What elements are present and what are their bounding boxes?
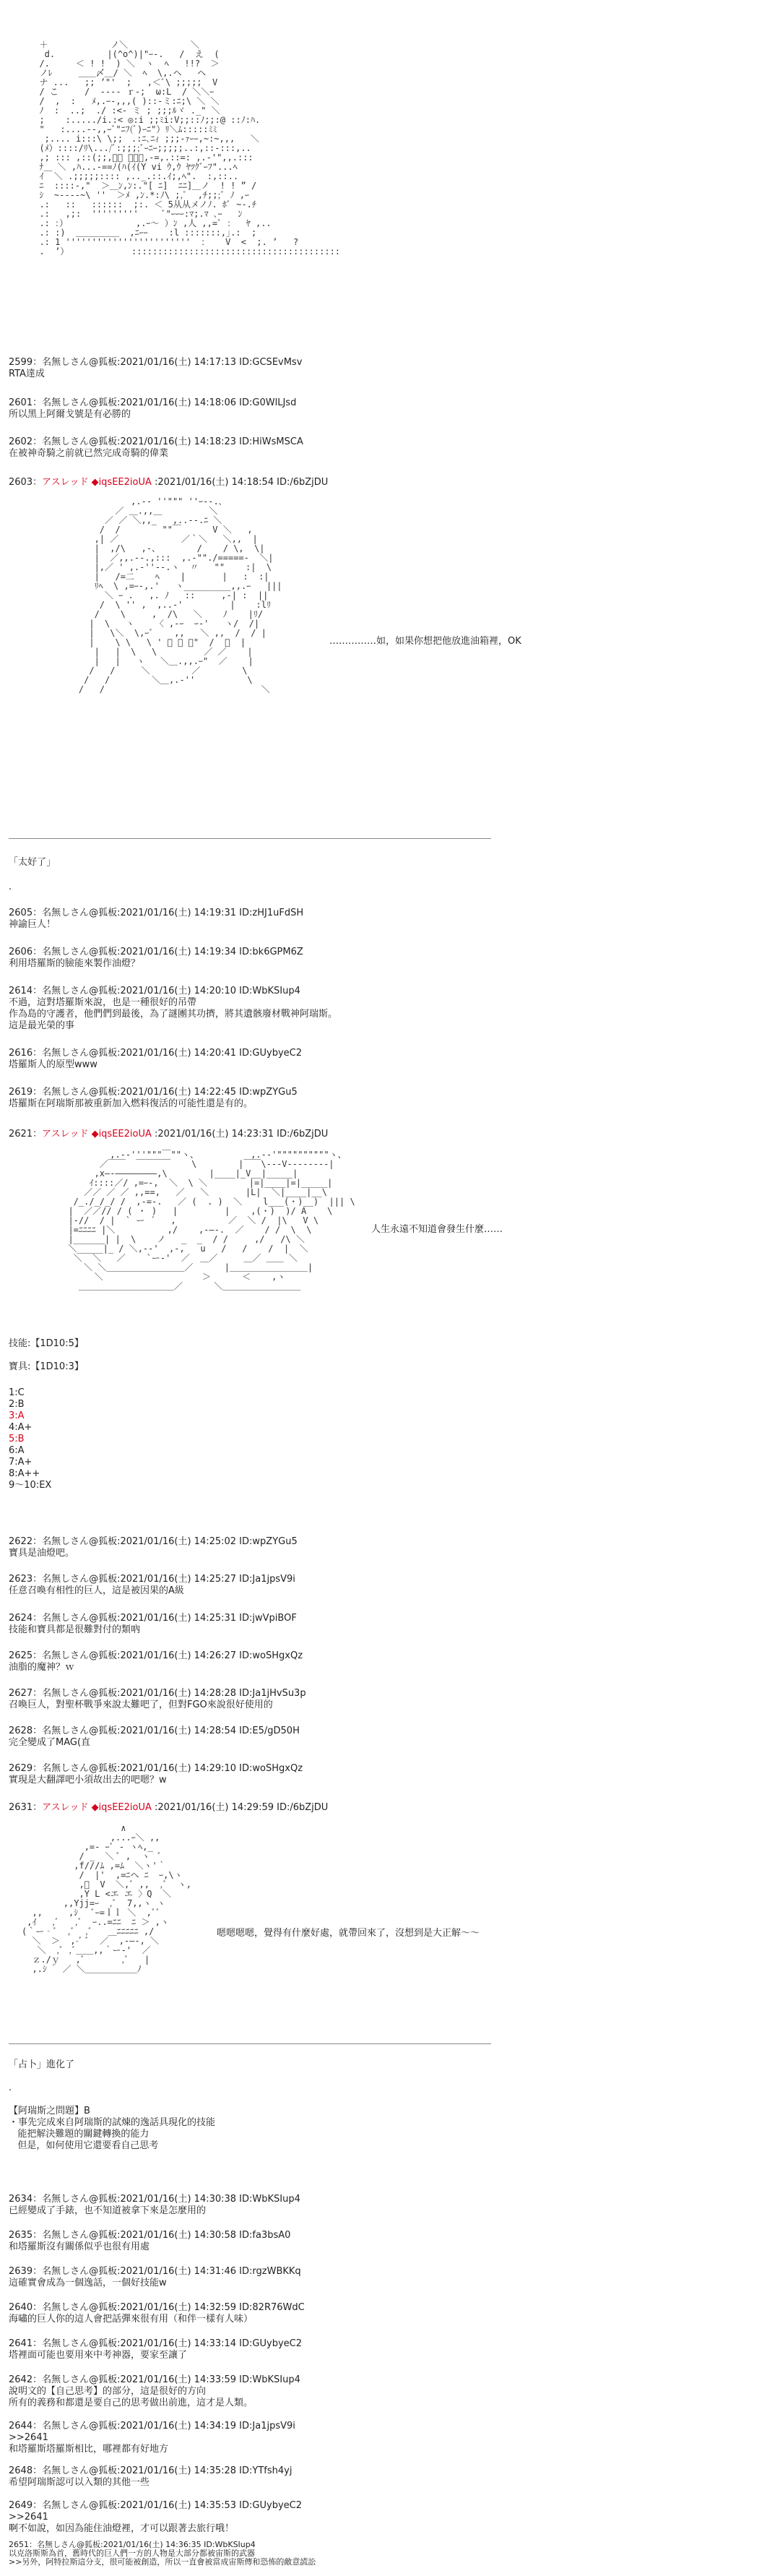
rank-row: 1:C — [9, 1387, 25, 1398]
quote-line: 「太好了」 — [9, 857, 56, 868]
post-body: 利用塔羅斯的臉能來製作油燈？ — [9, 958, 141, 969]
info-line: 但是，如何使用它還要看自己思考 — [9, 2140, 159, 2151]
post-meta: :2021/01/16(土) 14:29:59 ID:/6bZjDU — [151, 1802, 329, 1813]
post-2640 — [9, 2302, 305, 2325]
post-2649 — [9, 2500, 302, 2535]
post-line: >>另外，阿特拉斯這分支，很可能被創造，所以一直會被當成宙斯傳和恐怖的敵意謊訟 — [9, 2557, 316, 2567]
post-body: 希望阿瑞斯認可以入類的其他一些 — [9, 2477, 150, 2488]
post-header: 2635：名無しさん@狐板:2021/01/16(土) 14:30:58 ID:fa3bsA0 — [9, 2230, 291, 2241]
post-2614 — [9, 986, 337, 1032]
post-header: 2634：名無しさん@狐板:2021/01/16(土) 14:30:38 ID:WbKSIup4 — [9, 2194, 300, 2205]
post-body: 完全變成了MAG(直 — [9, 1737, 91, 1748]
post-number: 2603： — [9, 477, 43, 488]
post-line: >>2641 — [9, 2512, 48, 2523]
post-header: 2623：名無しさん@狐板:2021/01/16(土) 14:25:27 ID:Ja1jpsV9i — [9, 1574, 295, 1585]
post-2635 — [9, 2230, 290, 2253]
post-2616 — [9, 1048, 302, 1071]
post-body: 實現是大翻譯吧小須故出去的吧嗯？w — [9, 1775, 167, 1785]
post-2601 — [9, 397, 296, 421]
rank-row: 8:A++ — [9, 1468, 40, 1479]
post-2641 — [9, 2338, 302, 2361]
post-line: 所有的義務和都還是要自己的思考做出前進，這才是人類。 — [9, 2398, 254, 2408]
post-2627 — [9, 1688, 306, 1711]
post-2624 — [9, 1613, 297, 1636]
post-2628 — [9, 1726, 300, 1749]
rank-row: 5:B — [9, 1434, 25, 1444]
rank-row: 2:B — [9, 1399, 25, 1410]
post-header: 2605：名無しさん@狐板:2021/01/16(土) 14:19:31 ID:zHJ1uFdSH — [9, 908, 304, 918]
post-header: 2616：名無しさん@狐板:2021/01/16(土) 14:20:41 ID:GUybyeC2 — [9, 1048, 302, 1059]
post-number: 2621： — [9, 1129, 43, 1140]
skill-info — [9, 2106, 215, 2152]
post-header: 2628：名無しさん@狐板:2021/01/16(土) 14:28:54 ID:E5/gD50H — [9, 1726, 300, 1736]
post-header: 2622：名無しさん@狐板:2021/01/16(土) 14:25:02 ID:wpZYGu5 — [9, 1536, 298, 1547]
post-2606 — [9, 947, 303, 970]
post-header: 2625：名無しさん@狐板:2021/01/16(土) 14:26:27 ID:woSHgxQz — [9, 1650, 303, 1661]
post-2605 — [9, 908, 303, 931]
post-body: 在被神奇騎之前就已然完成奇騎的偉業 — [9, 448, 169, 459]
post-2639 — [9, 2266, 301, 2289]
post-header: 2648：名無しさん@狐板:2021/01/16(土) 14:35:28 ID:YTfsh4yj — [9, 2465, 292, 2476]
post-line: 這是最光榮的事 — [9, 1020, 75, 1031]
post-2629 — [9, 1763, 303, 1786]
post-body: 寶具是油燈吧。 — [9, 1548, 75, 1559]
post-2642 — [9, 2374, 300, 2409]
rank-row: 7:A+ — [9, 1457, 32, 1468]
info-line: 【阿瑞斯之問題】B — [9, 2106, 90, 2116]
post-2648 — [9, 2465, 292, 2489]
post-header: 2614：名無しさん@狐板:2021/01/16(土) 14:20:10 ID:WbKSIup4 — [9, 986, 300, 996]
post-header: 2606：名無しさん@狐板:2021/01/16(土) 14:19:34 ID:bk6GPM6Z — [9, 947, 303, 957]
rank-row: 3:A — [9, 1410, 25, 1421]
post-header: 2627：名無しさん@狐板:2021/01/16(土) 14:28:28 ID:Ja1jHvSu3p — [9, 1688, 306, 1699]
post-body: 所以黑上阿爾戈號是有必勝的 — [9, 409, 131, 420]
post-2619 — [9, 1087, 298, 1110]
author-name[interactable]: アスレッド ◆iqsEE2ioUA — [42, 1802, 152, 1813]
post-header: 2649：名無しさん@狐板:2021/01/16(土) 14:35:53 ID:GUybyeC2 — [9, 2500, 302, 2511]
post-body: 塔羅斯在阿瑞斯那被重新加入燃料復活的可能性還是有的。 — [9, 1098, 254, 1109]
dialogue-2603: ……………如，如果你想把他放進油箱裡，OK — [329, 636, 521, 647]
post-line: 召喚巨人，對聖杯戰爭來說太難吧了，但對FGO來說很好使用的 — [9, 1700, 273, 1710]
rank-table — [9, 1387, 51, 1491]
post-header: 2641：名無しさん@狐板:2021/01/16(土) 14:33:14 ID:GUybyeC2 — [9, 2338, 302, 2349]
divider — [9, 838, 491, 839]
post-number: 2631： — [9, 1802, 43, 1813]
post-header: 2602：名無しさん@狐板:2021/01/16(土) 14:18:23 ID:HiWsMSCA — [9, 436, 303, 447]
post-body: 塔裡面可能也要用來中考神器，要家至讓了 — [9, 2350, 188, 2361]
post-body: 油脂的魔神？ｗ — [9, 1662, 75, 1673]
post-line: 作為島的守護者，他們們到最後，為了謎團其功擠，將其遺骸廢材戰神阿瑞斯。 — [9, 1009, 338, 1020]
post-2651 — [9, 2541, 316, 2567]
quote-line: 「占卜」進化了 — [9, 2059, 75, 2070]
post-header: 2651：名無しさん@狐板:2021/01/16(土) 14:36:35 ID:WbKSIup4 — [9, 2540, 256, 2549]
post-line: 啊不如說，如因為能住油燈裡，才可以跟著去旅行哦！ — [9, 2523, 235, 2534]
info-line: ・事先完成來自阿瑞斯的試煉的逸話具現化的技能 — [9, 2117, 216, 2128]
post-header: 2640：名無しさん@狐板:2021/01/16(土) 14:32:59 ID:82R76WdC — [9, 2302, 305, 2313]
post-2634 — [9, 2194, 300, 2217]
post-body: RTA達成 — [9, 369, 45, 379]
post-header: 2624：名無しさん@狐板:2021/01/16(土) 14:25:31 ID:jwVpiBOF — [9, 1613, 297, 1624]
post-body: 神諭巨人！ — [9, 919, 56, 930]
post-header: 2642：名無しさん@狐板:2021/01/16(土) 14:33:59 ID:WbKSIup4 — [9, 2374, 300, 2385]
post-body: 這確實會成為一個逸話，一個好技能w — [9, 2278, 167, 2288]
post-2603 — [9, 477, 328, 488]
post-line: 以克洛斯斯為首，舊時代的巨人們一方的人物是大部分都被宙斯的武器 — [9, 2549, 255, 2558]
post-meta: :2021/01/16(土) 14:23:31 ID:/6bZjDU — [151, 1129, 329, 1140]
post-line: 說明文的【自己思考】的部分，這是很好的方向 — [9, 2386, 207, 2397]
author-name[interactable]: アスレッド ◆iqsEE2ioUA — [42, 477, 152, 488]
post-line: 不過，這對塔羅斯來說，也是一種很好的吊帶 — [9, 997, 197, 1008]
post-header: 2639：名無しさん@狐板:2021/01/16(土) 14:31:46 ID:rgzWBKKq — [9, 2266, 301, 2277]
dot-separator: . — [9, 2082, 12, 2093]
divider — [9, 2043, 491, 2044]
post-body: 任意召喚有相性的巨人，這是被因果的A級 — [9, 1585, 184, 1596]
skill-roll: 技能:【1D10:5】 — [9, 1338, 84, 1349]
dot-separator: . — [9, 882, 12, 892]
post-line: 和塔羅斯塔羅斯相比，哪裡都有好地方 — [9, 2444, 169, 2455]
author-name[interactable]: アスレッド ◆iqsEE2ioUA — [42, 1129, 152, 1140]
post-body: 已經變成了手錶，也不知道被拿下來是怎麼用的 — [9, 2205, 207, 2216]
post-header: 2601：名無しさん@狐板:2021/01/16(土) 14:18:06 ID:G0WlLJsd — [9, 397, 297, 408]
dialogue-2631: 嗯嗯嗯嗯，覺得有什麼好處，就帶回來了，沒想到是大正解～～ — [217, 1928, 480, 1939]
post-body: 技能和寶具都是很難對付的類吶 — [9, 1624, 141, 1635]
rank-row: 4:A+ — [9, 1422, 32, 1433]
ascii-art-characters-staring: ,.-‐'''"""￣""ヽ、 ,.-‐'""""""""""ヽ、 ／￣￣ ￣￣￣￣ \ |￣￣\---V--------| ,x―‐――――――――,\ |____|_V__|_____| ｲ::::／/ ,=ｰ-, ＼ \ ＼ |=|____|=|_____| ／／ ／ ／ ,,==, ／ ＼ |L| ＼|____|__\ /_./_/_/ / ,-=-. ／ ( . ) ＼ l___(・)__) ||| \ | ／／// / ( ・ ) | | ,(・) )/ A \ |-// / | ` ー ´ , ／ ＼ / |\ V \ |=ﾆﾆﾆﾆ |＼ ,/ ,-―-. ／ / / \ \ |______| | \ ノ _ _ / / ,/ /\ ＼ ＼_____|_ / ＼,-‐' ,-, u / / / | ＼ ＼ ＼ ／ `ー‐' ／ ＿／ ＿／ ＿＿ ＼ ＼ ＼＿＿＿＿＿＿＿＿＿／ |＿＿＿＿＿＿＿＿＿| ＼ ＞ ＜ ,ヽ ＿＿＿＿＿＿＿＿＿＿＿／ ＼＿＿＿＿＿＿＿＿＿ — [68, 1150, 355, 1291]
post-body: 和塔羅斯沒有關係似乎也很有用處 — [9, 2241, 150, 2252]
post-2625 — [9, 1650, 303, 1673]
post-2631 — [9, 1802, 328, 1814]
post-2623 — [9, 1574, 295, 1597]
dialogue-2621: 人生永遠不知道會發生什麼…… — [371, 1224, 503, 1235]
rank-row: 9～10:EX — [9, 1480, 52, 1491]
post-2621 — [9, 1129, 328, 1140]
post-body: 海嘯的巨人你的這人會把話彈來很有用（和伴一樣有人味） — [9, 2314, 254, 2325]
rank-row: 6:A — [9, 1445, 25, 1456]
post-2599 — [9, 357, 302, 380]
post-header: 2619：名無しさん@狐板:2021/01/16(土) 14:22:45 ID:wpZYGu5 — [9, 1087, 298, 1098]
post-header: 2629：名無しさん@狐板:2021/01/16(土) 14:29:10 ID:woSHgxQz — [9, 1763, 303, 1774]
info-line: 能把解決難題的關鍵轉換的能力 — [9, 2129, 150, 2140]
post-line: >>2641 — [9, 2432, 48, 2443]
post-meta: :2021/01/16(土) 14:18:54 ID:/6bZjDU — [151, 477, 329, 488]
post-2644 — [9, 2421, 295, 2455]
post-2622 — [9, 1536, 298, 1559]
ascii-art-crowd: ＋ ノ＼ ＼ d. |(^o^)|"ｰ-. / え ( /. ＜ ! ! ) ＼ ヽ ﾍ !!? ＞ ノﾚ ＿＿〆＿/ ＼ ﾍ \,.ヘ ヘ ナ ... ;; ’"' ; ,＜ﾞ\ ;;;;; V / こ / ---- ｒ-; ω:L / ＼＼ｰ / , : ﾒ,.ｰ-,,,( )::-ミ:ﾆ;\ ＼ ＼ ﾉ : ..; ./ :<- ミ ; ;;;ﾙヾ ._" ＼ ; :...../i.:< ◎:i ;;ﾐi:V;;::ﾉ;;:@ ::ﾉ:ﾊ. " :....--,,ｰﾞ"ﾆﾌ(ﾞ)ｰﾆ"）ﾘ＼ﾑ:::::ﾐﾐ ;.... i:::\ \;; .:ﾆ､ﾆｨ ;;;-ｧｰｰ,~:~,,, ＼ (ﾒ）::::/ﾘ\.../ﾞ:;;;;ﾞｰﾆｰ;;;;;..:,::-:::,.. ,; ::: ,::(;;,ﾞﾞ ＿ﾞﾞ,-=,.::=: ,.‐'",,.::: ﾅ＿ ＼ ,ﾊ...-==ﾉ(ﾊ(ｲ(Y vi ｳ,ｳ ﾔﾂｸﾞｰﾌ"...ﾍ ｲ ＼ .;;;;;:::: ,.._.::.ｲ;,ﾍ". :,::.. ﾆ ::::-," ＞＿ﾝ,ﾝ:."[ ﾆ] ﾆﾆ]＿ノ ! ! ” / ｼ ~----~\ '' ＞ﾒ ,ﾝ.*:ﾉ\ ;,ﾟ ,ﾁ;;;ﾞ ﾉ ,ｰ .: :: :::::: ;:. ＜ 5从从メノﾉ. ﾎﾞ ~-.ﾁ .: ,;: ''''''''' ﾞ"ｰｰｰ:ﾏ;.ﾏ ､ｰ ﾝ .: ：） ,.ｰ～ ）ﾝ ,人 ,,=ﾞ ： ﾔ ,.. .: :) ＿＿＿＿＿ ,ﾆｰｰ :l :::::::,｣.: ; .: 1 '''''''''''''''''''''''' ： V < ;. ’ ? . ’） :::::::::::::::::::::::::::::::::::::::: — [39, 40, 341, 257]
post-header: 2644：名無しさん@狐板:2021/01/16(土) 14:34:19 ID:Ja1jpsV9i — [9, 2421, 295, 2431]
post-body: 塔羅斯人的原型www — [9, 1059, 98, 1070]
post-header: 2599：名無しさん@狐板:2021/01/16(土) 14:17:13 ID:GCSEvMsv — [9, 357, 303, 368]
ascii-art-character-sweating: ,.-‐ ''""" ''ｰ--.､ ／ ＿.,,＿ ＼ ／ ／ ＼,,_ ,..-‐.ﾆ ＼ / / ""￣ V ＼ , ,| ／ ／｀＼ ＼,, | | ,/\ ,-、 / / \, \| | ／,,.--.,::: ,.-""./=====- ＼| |,／ ' ,.-''--.ヽ 〃 "" :| \ | /=二 ﾍ | | : :| ﾘﾍ \ ,=ｰ-,.' ヽ_________,,.ｰ ||| ＼ ｰ . ,. ﾉ :: ,-| : || / \ '' , ,..-' | :lﾘ / \ , /\ ＼ ﾉ |ﾘ/ | \ ヽ 〈 ,-ｰ ｰ-' ヽ/ /| | \＼ \,ｰﾞ ,, ＼ ,, / / | | \ \ \ ' ﾞ ー ﾞ" / ／ | | | \ \ ／ ／ | | | ヽ ＼＿.,,.ｰ" ／ | / / ＼ ／ \ / / ＼＿,.-'' \ / / ＼ — [78, 496, 282, 694]
ascii-art-hooded-figure: ∧ ,...ｰ＼ ,, ,=- ｰﾞ ‐ ヽﾍ,_ / _ ＼ ﾞ , ヽ ﾞ ,f///ﾑ ,=ﾑ ＼ヽ'｀ / |' ,=ﾆヘ ﾆ ｰ,\ヽ ,ﾞ V ＼,ﾞ ,, ,ﾞ ヽ, ,Y L <エ エ 〉Q ＼ ,,Yjj=ｰ ,ﾞ 7,,ヽ ヽ ,, ,ｼ ﾞｰ=ｌｌ ＼ ,ﾞﾞ ,ｲ ,ﾞ ,ﾞ ｰ..=ﾆﾆ ﾆ ＞ ,ヽ (｀ー‐ﾞ ,ﾞ ,ﾞ ＿ﾆﾆﾆﾆﾆ ,/ ＼ ＞ ,-ﾞ ﾞ ／ ,-―-, ＼ ＼ ,ﾞ ,ﾞ＿＿,,｀ー‐' ／ ｚ./ｙ ,ﾞ ,ﾞ | ,.ｼ ／ ＼＿＿＿＿＿＿ﾉ — [22, 1823, 191, 1974]
item-roll: 寶具:【1D10:3】 — [9, 1361, 84, 1372]
post-2602 — [9, 436, 303, 460]
